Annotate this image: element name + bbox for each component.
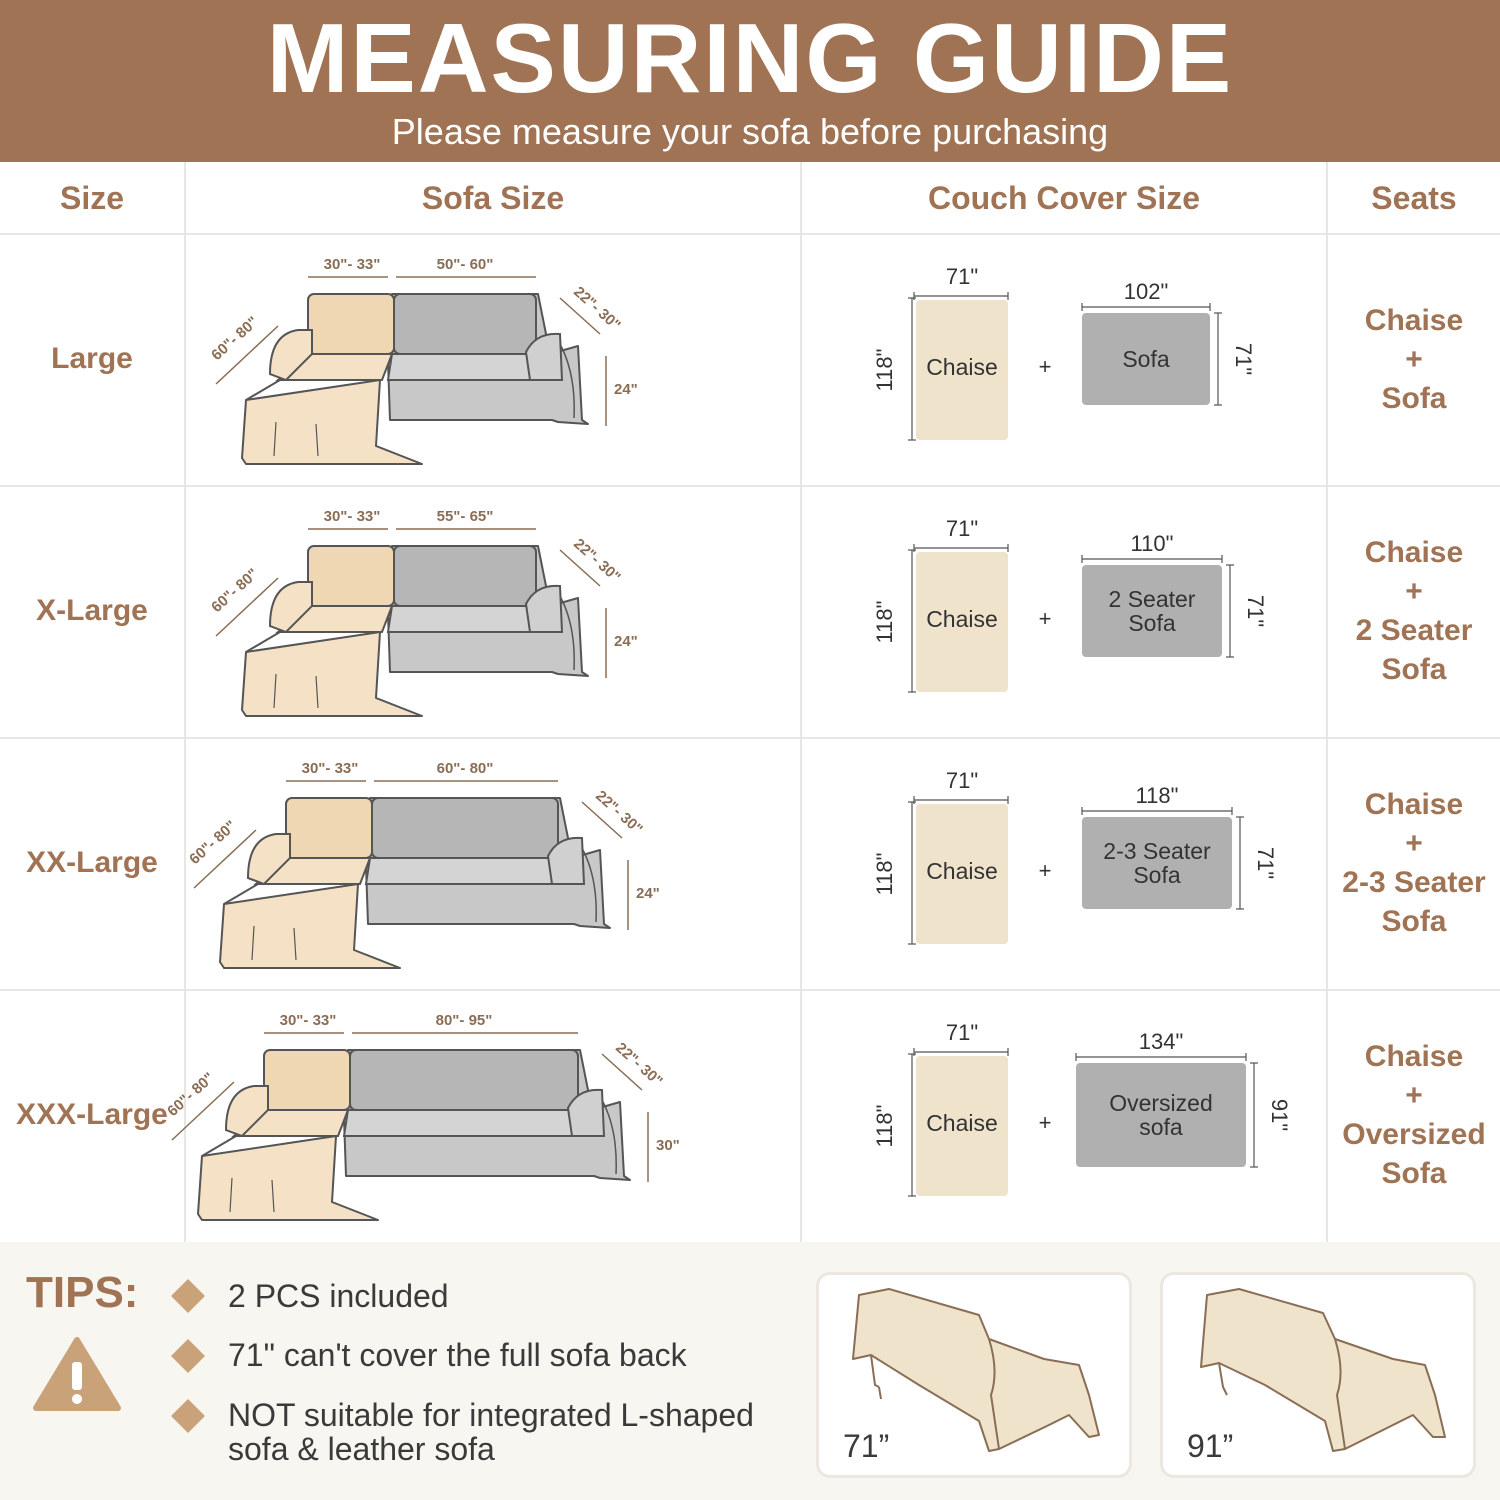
sectional-sofa-illustration — [164, 990, 800, 1240]
seats-line: Sofa — [1381, 905, 1447, 938]
sofa-cover-length: 71" — [1231, 342, 1256, 376]
seats-line: Oversized — [1342, 1118, 1486, 1151]
sectional-sofa-diagram — [164, 990, 800, 1240]
seats-line: Sofa — [1381, 1157, 1447, 1190]
sofa-cover-label: Oversized — [1109, 1090, 1213, 1116]
seats-description — [1328, 234, 1500, 484]
chaise-cover-label: Chaise — [926, 606, 998, 632]
chaise-width-label: 30"- 33" — [301, 760, 359, 777]
tip-item: sofa & leather sofa — [228, 1431, 495, 1467]
chaise-cover-width: 71" — [945, 768, 979, 793]
size-label: XX-Large — [26, 846, 158, 879]
cover-panels — [802, 990, 1326, 1240]
sofa-cover-label: Sofa — [1122, 346, 1170, 372]
chaise-cover-width: 71" — [945, 1020, 979, 1045]
sofa-cover-label: 2 Seater — [1108, 586, 1196, 612]
sectional-sofa-diagram — [186, 486, 800, 736]
sofa-cover-label: sofa — [1139, 1114, 1183, 1140]
chaise-cover-label: Chaise — [926, 354, 998, 380]
seats-line: Sofa — [1381, 653, 1447, 686]
sofa-cover-label: Sofa — [1133, 862, 1181, 888]
sofa-cover-width: 118" — [1135, 783, 1179, 808]
sofa-cover-label: 2-3 Seater — [1103, 838, 1211, 864]
arm-label: 22"- 30" — [592, 787, 646, 838]
size-label: XXX-Large — [16, 1098, 168, 1131]
sofa-width-label: 55"- 65" — [436, 508, 494, 525]
sectional-sofa-illustration — [186, 738, 800, 988]
page-subtitle: Please measure your sofa before purchasing — [391, 111, 1109, 152]
column-header-sofa-size: Sofa Size — [421, 180, 565, 216]
tips-title: TIPS: — [26, 1268, 139, 1317]
height-label: 24" — [614, 633, 638, 650]
plus-sign: + — [1038, 606, 1052, 631]
sofa-cover-label: Sofa — [1128, 610, 1176, 636]
chaise-cover-width: 71" — [945, 264, 979, 289]
header-banner — [0, 0, 1500, 162]
depth-label: 60"- 80" — [208, 565, 262, 616]
seats-line: + — [1405, 1079, 1423, 1112]
cover-panels — [802, 738, 1326, 988]
size-label: X-Large — [36, 594, 148, 627]
height-label: 24" — [614, 381, 638, 398]
seats-description — [1328, 990, 1500, 1240]
chaise-cover-label: Chaise — [926, 858, 998, 884]
chaise-cover-length: 118" — [872, 348, 897, 392]
sectional-sofa-illustration — [186, 486, 800, 736]
sofa-cover-width: 102" — [1123, 279, 1169, 304]
cover-panels — [802, 486, 1326, 736]
tip-item: 2 PCS included — [228, 1278, 449, 1314]
seats-line: 2-3 Seater — [1342, 866, 1486, 899]
column-header-cover-size: Couch Cover Size — [927, 180, 1201, 216]
chaise-cover-length: 118" — [872, 1104, 897, 1148]
tip-item: NOT suitable for integrated L-shaped — [228, 1397, 754, 1433]
cover-card-91 — [1160, 1272, 1476, 1478]
plus-sign: + — [1038, 858, 1052, 883]
sectional-sofa-diagram — [186, 234, 800, 484]
sofa-cover-width: 110" — [1130, 531, 1174, 556]
chaise-cover-length: 118" — [872, 600, 897, 644]
sectional-sofa-illustration — [186, 234, 800, 484]
depth-label: 60"- 80" — [186, 817, 240, 868]
height-label: 24" — [636, 885, 660, 902]
cover-card-label: 71” — [843, 1428, 890, 1464]
bullet-diamond-icon — [171, 1399, 205, 1433]
seats-line: Chaise — [1364, 1040, 1464, 1073]
seats-line: + — [1405, 827, 1423, 860]
arm-label: 22"- 30" — [570, 535, 624, 586]
bullet-diamond-icon — [171, 1339, 205, 1373]
tip-item: 71" can't cover the full sofa back — [228, 1337, 687, 1373]
sofa-width-label: 80"- 95" — [435, 1012, 493, 1029]
sofa-cover-length: 71" — [1253, 846, 1278, 880]
cover-size-diagram — [802, 738, 1326, 988]
sectional-sofa-diagram — [186, 738, 800, 988]
cover-size-diagram — [802, 990, 1326, 1240]
column-header-seats: Seats — [1371, 180, 1457, 216]
seats-line: Sofa — [1381, 381, 1447, 415]
seats-description — [1328, 738, 1500, 988]
arm-label: 22"- 30" — [570, 283, 624, 334]
chaise-width-label: 30"- 33" — [323, 508, 381, 525]
seats-line: 2 Seater — [1355, 614, 1473, 647]
seats-line: Chaise — [1364, 788, 1464, 821]
cover-panels — [802, 234, 1326, 484]
bullet-diamond-icon — [171, 1279, 205, 1313]
chaise-cover-length: 118" — [872, 852, 897, 896]
warning-triangle-icon — [34, 1336, 120, 1412]
chaise-cover-width: 71" — [945, 516, 979, 541]
seats-line: Chaise — [1364, 536, 1464, 569]
seats-line: Chaise — [1364, 303, 1464, 337]
seats-description — [1328, 486, 1500, 736]
cover-size-diagram — [802, 486, 1326, 736]
size-label: Large — [51, 342, 133, 375]
depth-label: 60"- 80" — [164, 1069, 218, 1120]
sofa-width-label: 50"- 60" — [436, 256, 494, 273]
height-label: 30" — [656, 1137, 680, 1154]
sofa-cover-length: 91" — [1267, 1098, 1292, 1132]
page-title: MEASURING GUIDE — [266, 3, 1234, 113]
column-header-size: Size — [59, 180, 125, 216]
sofa-cover-width: 134" — [1138, 1029, 1184, 1054]
tips-section — [0, 1242, 1500, 1500]
cover-size-diagram — [802, 234, 1326, 484]
arm-label: 22"- 30" — [612, 1039, 666, 1090]
chaise-cover-label: Chaise — [926, 1110, 998, 1136]
seats-line: + — [1405, 575, 1423, 608]
sofa-width-label: 60"- 80" — [436, 760, 494, 777]
sofa-cover-length: 71" — [1243, 594, 1268, 628]
cover-card-71 — [816, 1272, 1132, 1478]
depth-label: 60"- 80" — [208, 313, 262, 364]
plus-sign: + — [1038, 354, 1052, 379]
cover-card-label: 91” — [1187, 1428, 1234, 1464]
plus-sign: + — [1038, 1110, 1052, 1135]
seats-line: + — [1405, 342, 1423, 376]
chaise-width-label: 30"- 33" — [323, 256, 381, 273]
chaise-width-label: 30"- 33" — [279, 1012, 337, 1029]
